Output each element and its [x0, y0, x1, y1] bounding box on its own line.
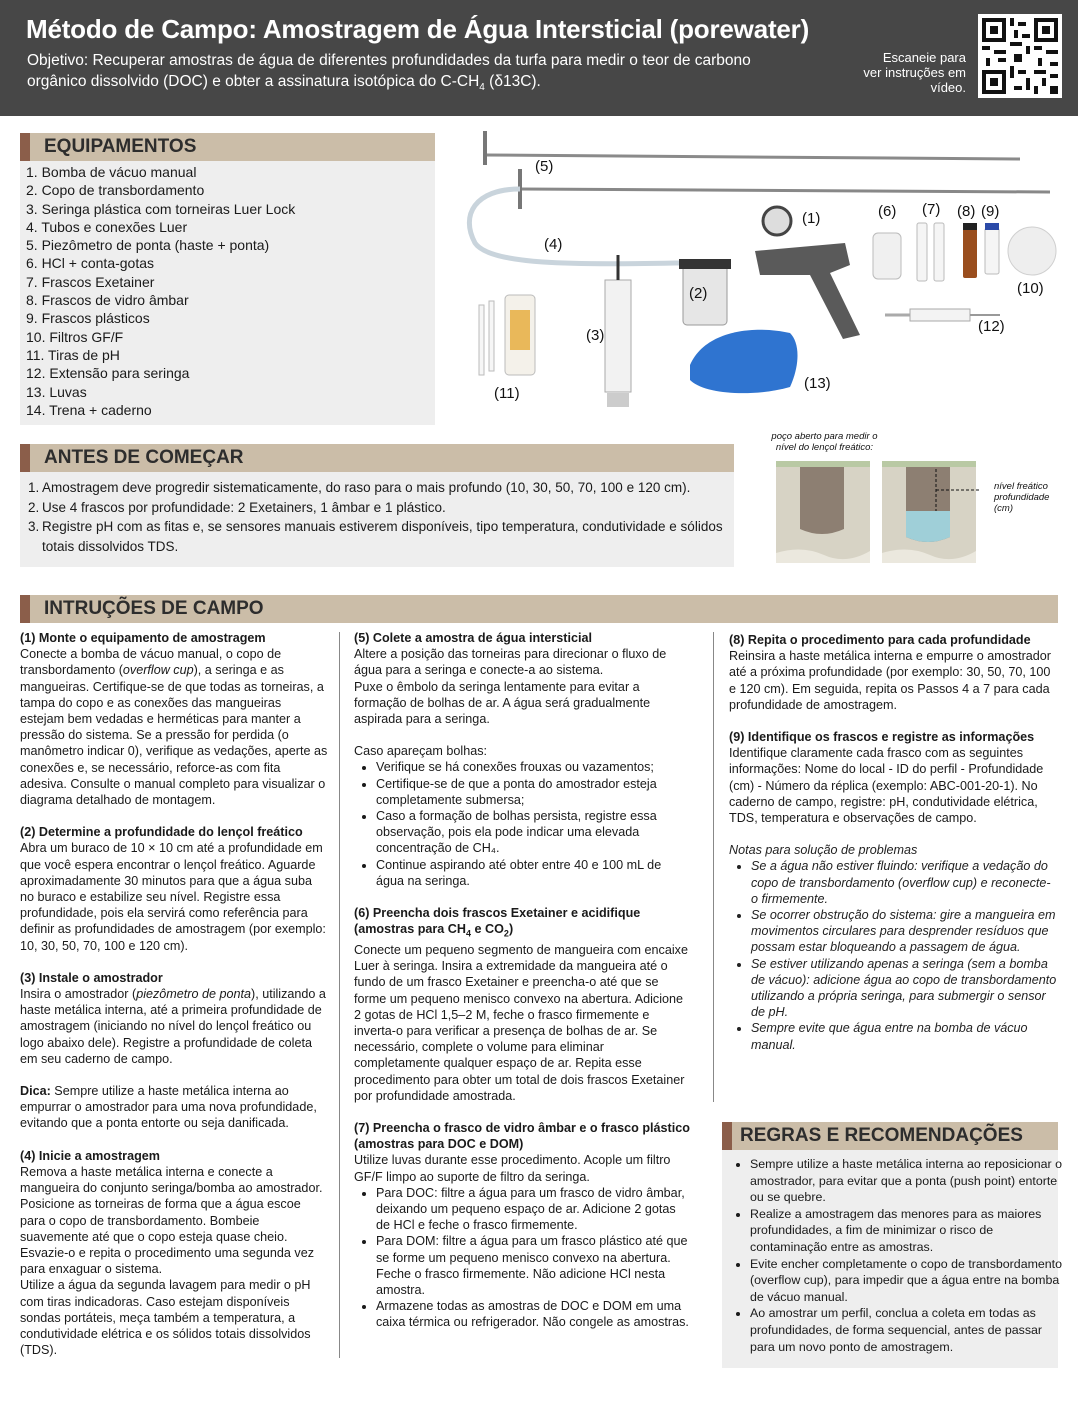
photo-label: (13) — [804, 375, 831, 392]
list-item: • Ao amostrar um perfil, conclua a coleta em todas as profundidades, de forma sequencial, antes de passar para um novo ponto de amostragem. — [750, 1305, 1066, 1355]
step-6-text: Conecte um pequeno segmento de mangueira com encaixe Luer à seringa. Insira a extremidade da mangueira até o fundo de um frasco Exetainer e preencha-o até que se forme um pequeno menisco convexo na abertura. Adicione 2 gotas de HCl 1,5–2 M, feche o frasco firmemente e inverta-o para verificar a presença de bolhas de ar. Se necessário, complete o volume para eliminar completamente qualquer espaço de ar. Repita esse procedimento para obter um total de dois frascos Exetainer por profundidade amostrada. — [354, 942, 688, 1103]
list-item — [28, 478, 728, 498]
step-3-emphasis: piezômetro de ponta — [136, 987, 252, 1002]
list-item: • Se estiver utilizando apenas a seringa (sem a bomba de vácuo): adicione água ao copo de transbordamento utilizando a própria seringa, para submergir o sensor de pH. — [751, 956, 1057, 1021]
photo-label: (3) — [586, 327, 605, 344]
step-4-text: Remova a haste metálica interna e conecte a mangueira do conjunto seringa/bomba ao amostrador. Posicione as torneiras de forma que a água escoe para o copo de transbordamento. Bombeie suavemente até que o copo esteja quase cheio. Esvazie-o e repita o procedimento uma segunda vez para enxaguar o sistema. — [20, 1164, 323, 1277]
list-number: 1. — [28, 480, 40, 495]
instructions-section-header — [20, 595, 1058, 623]
step-6-subscript-2: 2 — [503, 928, 509, 939]
equipment-section-header — [20, 133, 435, 161]
objective-part-a: Objetivo: Recuperar amostras de água de diferentes profundidades da turfa para medir o teor de carbono orgânico dissolvido (DOC) e obter a assinatura isotópica do C-CH — [27, 52, 751, 90]
step-4-title: (4) Inicie a amostragem — [20, 1148, 160, 1163]
spacer — [20, 1132, 328, 1148]
list-item: 1. Bomba de vácuo manual — [26, 164, 197, 180]
step-1-text — [20, 646, 328, 808]
photo-label: (12) — [978, 318, 1005, 335]
spacer — [20, 1067, 328, 1083]
before-list — [28, 478, 728, 556]
step-4-text-2: Utilize a água da segunda lavagem para medir o pH com tiras indicadoras. Caso estejam disponíveis sondas portáteis, meça também a temperatura, a condutividade elétrica e os sólidos totais dissolvidos (TDS). — [20, 1278, 311, 1358]
list-item: • Se ocorrer obstrução do sistema: gire a mangueira em movimentos circulares para desprender resíduos que possam estar bloqueando a passagem de água. — [751, 907, 1057, 956]
list-item: 7. Frascos Exetainer — [26, 273, 155, 290]
column-divider — [339, 632, 340, 1358]
moss-surface-2 — [882, 461, 976, 467]
list-item: • Sempre evite que água entre na bomba de vácuo manual. — [751, 1020, 1057, 1052]
spacer — [354, 889, 690, 905]
step-7-list — [354, 1185, 690, 1331]
moss-surface — [776, 461, 870, 467]
list-item: • Continue aspirando até obter entre 40 e 100 mL de água na seringa. — [376, 857, 690, 889]
step-1-text-a: Conecte a bomba de vácuo manual, o copo de transbordamento ( — [20, 647, 282, 678]
push-point-rod — [485, 155, 1020, 159]
qr-code-icon[interactable] — [978, 14, 1062, 98]
list-text: Use 4 frascos por profundidade: 2 Exetainers, 1 âmbar e 1 plástico. — [42, 499, 446, 515]
list-item: 13. Luvas — [26, 383, 87, 400]
spacer — [729, 713, 1057, 729]
tip-label: Dica: — [20, 1084, 51, 1099]
gf-filter — [1008, 227, 1056, 275]
step-5-text: Altere a posição das torneiras para direcionar o fluxo de água para a seringa e conecte-a ao sistema. — [354, 647, 667, 678]
before-heading: ANTES DE COMEÇAR — [44, 447, 244, 468]
list-item: 2. Copo de transbordamento — [26, 182, 205, 199]
syringe-plunger — [607, 393, 629, 407]
instructions-column-1 — [20, 630, 328, 1358]
step-9-title: (9) Identifique os frascos e registre as informações — [729, 730, 1035, 745]
list-item: • Se a água não estiver fluindo: verifique a vedação do copo de transbordamento (overflow cup) e reconecte-o firmemente. — [751, 858, 1057, 907]
list-item: • Certifique-se de que a ponta do amostrador esteja completamente submersa; — [376, 776, 690, 808]
step-6-title-b: e CO — [471, 922, 504, 937]
list-item: 6. HCl + conta-gotas — [26, 255, 155, 272]
rules-section-header — [722, 1122, 1058, 1150]
step-5-title: (5) Colete a amostra de água intersticial — [354, 631, 592, 645]
open-hole — [800, 467, 844, 534]
photo-label: (4) — [544, 236, 563, 253]
equipment-heading: EQUIPAMENTOS — [44, 136, 197, 157]
bubbles-list — [354, 759, 690, 889]
list-item — [28, 498, 728, 518]
qr-caption: Escaneie para ver instruções em vídeo. — [863, 50, 966, 95]
pressure-gauge — [763, 207, 791, 235]
list-item: • Caso a formação de bolhas persista, registre essa observação, pois ela pode indicar uma elevada concentração de CH₄. — [376, 808, 690, 857]
header-banner — [0, 0, 1078, 116]
step-8-text: Reinsira a haste metálica interna e empurre o amostrador até a próxima profundidade (por exemplo: 30, 50, 70, 100 e 120 cm). Em seguida, repita os Passos 4 a 7 para cada profundidade de amostragem. — [729, 649, 1051, 712]
diagram-caption: poço aberto para medir o nível do lençol freático: — [771, 431, 878, 453]
tip-body: Sempre utilize a haste metálica interna ao empurrar o amostrador para uma nova profundidade, evitando que a ponta entorte ou seja danificada. — [20, 1084, 317, 1131]
syringe-extension — [910, 309, 970, 321]
step-7-title: (7) Preencha o frasco de vidro âmbar e o frasco plástico (amostras para DOC e DOM) — [354, 1121, 690, 1152]
tip-text — [20, 1083, 328, 1132]
instructions-column-3 — [729, 632, 1057, 1053]
section-accent-bar — [20, 444, 30, 472]
overflow-cup-lid — [679, 259, 731, 269]
step-1-text-b: ), a seringa e as mangueiras. Certifique-se de que todas as torneiras, a tampa do copo e as conexões das mangueiras estejam bem vedadas e herméticas para manter a pressão do sistema. Se a pressão for perdida (o manômetro indicar 0), verifique as vedações, aperte as conexões e, se necessário, reforce-as com fita adesiva. Consulte o manual completo para visualizar o diagrama detalhado de montagem. — [20, 663, 328, 808]
objective-text — [27, 50, 797, 98]
step-5-text-2: Puxe o êmbolo da seringa lentamente para evitar a formação de bolhas de ar. A água será gradualmente aspirada para a seringa. — [354, 679, 651, 727]
plastic-vial-cap — [985, 223, 999, 230]
list-item: • Para DOC: filtre a água para um frasco de vidro âmbar, deixando um pequeno espaço de ar. Adicione 2 gotas de HCl e feche o frasco firmemente. — [376, 1185, 690, 1234]
photo-label: (10) — [1017, 280, 1044, 297]
water-in-hole — [906, 511, 950, 542]
list-item: 10. Filtros GF/F — [26, 328, 124, 345]
syringe-barrel — [605, 280, 631, 392]
rules-list — [734, 1156, 1066, 1355]
list-item: • Realize a amostragem das menores para as maiores profundidades, a fim de minimizar o risco de contaminação entre as amostras. — [750, 1206, 1066, 1256]
step-3-text — [20, 986, 328, 1067]
before-section-header — [20, 444, 734, 472]
instructions-column-2 — [354, 630, 690, 1331]
amber-vial-cap — [963, 223, 977, 230]
notes-list — [729, 858, 1057, 1052]
ph-color-chart — [510, 310, 530, 350]
list-item — [28, 517, 728, 556]
step-2-title: (2) Determine a profundidade do lençol freático — [20, 825, 303, 840]
water-table-diagram — [772, 457, 980, 567]
list-item: • Armazene todas as amostras de DOC e DOM em uma caixa térmica ou refrigerador. Não congele as amostras. — [376, 1298, 690, 1330]
list-item: 14. Trena + caderno — [26, 401, 152, 418]
step-3-title: (3) Instale o amostrador — [20, 970, 163, 985]
objective-part-b: (δ13C). — [484, 73, 541, 90]
list-item: • Para DOM: filtre a água para um frasco plástico até que se forme um pequeno menisco convexo na abertura. Feche o frasco firmemente. Não adicione HCl nesta amostra. — [376, 1233, 690, 1298]
list-item: 8. Frascos de vidro âmbar — [26, 292, 189, 309]
photo-label: (1) — [802, 210, 821, 227]
section-accent-bar — [20, 595, 30, 623]
list-item: • Verifique se há conexões frouxas ou vazamentos; — [376, 759, 690, 775]
vacuum-pump — [755, 243, 860, 339]
list-item: • Evite encher completamente o copo de transbordamento (overflow cup), para impedir que a água entre na bomba de vácuo manual. — [750, 1256, 1066, 1306]
step-3-text-a: Insira o amostrador ( — [20, 987, 137, 1002]
step-7-text: Utilize luvas durante esse procedimento. Acople um filtro GF/F limpo ao suporte de filtro da seringa. — [354, 1153, 671, 1184]
photo-label: (8) — [957, 203, 976, 220]
tubing — [469, 189, 715, 264]
list-text: Registre pH com as fitas e, se sensores manuais estiverem disponíveis, tipo temperatura, condutividade e sólidos totais dissolvidos TDS. — [42, 519, 723, 554]
spacer — [354, 1104, 690, 1120]
exetainer-vial — [917, 223, 927, 281]
spacer — [20, 954, 328, 970]
photo-label: (6) — [878, 203, 897, 220]
step-6-title-a: (6) Preencha dois frascos Exetainer e acidifique (amostras para CH — [354, 906, 641, 937]
section-accent-bar — [722, 1122, 732, 1150]
step-6-title — [354, 905, 690, 942]
step-8-title: (8) Repita o procedimento para cada profundidade — [729, 633, 1031, 647]
photo-label: (7) — [922, 201, 941, 218]
page-title: Método de Campo: Amostragem de Água Intersticial (porewater) — [26, 14, 810, 44]
spacer — [20, 808, 328, 824]
objective-subscript: 4 — [479, 82, 485, 94]
step-2-text: Abra um buraco de 10 × 10 cm até a profundidade em que você espera encontrar o lençol freático. Aguarde aproximadamente 30 minutos para que a água suba no buraco e estabilize seu nível. Registre essa profundidade, pois ela servirá como referência para definir as profundidades de amostragem (por exemplo: 10, 30, 50, 70, 100 e 120 cm). — [20, 841, 326, 953]
push-point-tip-rod — [520, 189, 1050, 192]
column-divider-2 — [713, 632, 714, 1102]
exetainer-vial-2 — [934, 223, 944, 281]
list-item: 5. Piezômetro de ponta (haste + ponta) — [26, 237, 270, 254]
ph-strip-2 — [489, 301, 494, 371]
list-item: 3. Seringa plástica com torneiras Luer Lock — [26, 200, 296, 217]
step-1-title: (1) Monte o equipamento de amostragem — [20, 631, 266, 645]
photo-label: (11) — [494, 385, 520, 402]
plastic-vial — [985, 228, 999, 274]
spacer — [354, 727, 690, 743]
list-number: 3. — [28, 519, 40, 534]
equipment-list — [26, 163, 295, 419]
hcl-bottle — [873, 233, 901, 279]
notes-title: Notas para solução de problemas — [729, 843, 918, 858]
list-number: 2. — [28, 499, 40, 515]
bubbles-intro: Caso apareçam bolhas: — [354, 744, 488, 759]
section-accent-bar — [20, 133, 30, 161]
list-item: 11. Tiras de pH — [26, 346, 120, 363]
list-item: 12. Extensão para seringa — [26, 365, 190, 382]
list-item: • Sempre utilize a haste metálica interna ao reposicionar o amostrador, para evitar que a ponta (push point) entorte ou se quebre. — [750, 1156, 1066, 1206]
step-1-emphasis: overflow cup — [122, 663, 194, 678]
step-6-title-c: ) — [508, 922, 514, 937]
spacer — [729, 826, 1057, 842]
photo-label: (2) — [689, 285, 708, 302]
glove-icon — [690, 330, 798, 393]
step-6-subscript: 4 — [466, 928, 472, 939]
list-text: Amostragem deve progredir sistematicamente, do raso para o mais profundo (10, 30, 50, 70, 100 e 120 cm). — [42, 480, 691, 495]
amber-vial — [963, 228, 977, 278]
photo-label: (9) — [981, 203, 1000, 220]
instructions-heading: INTRUÇÕES DE CAMPO — [44, 598, 264, 619]
step-9-text: Identifique claramente cada frasco com as seguintes informações: Nome do local - ID do perfil - Profundidade (cm) - Número da réplica (exemplo: ABC-001-20-1). No caderno de campo, registre: pH, condutividade elétrica, TDS, temperatura e observações de campo. — [729, 746, 1044, 826]
list-item: 4. Tubos e conexões Luer — [26, 218, 188, 235]
photo-label: (5) — [535, 158, 554, 175]
diagram-label: nível freático profundidade (cm) — [994, 481, 1050, 514]
rules-heading: REGRAS E RECOMENDAÇÕES — [740, 1125, 1023, 1146]
step-3-text-b: ), utilizando a haste metálica interna, até a primeira profundidade de amostragem (iniciando no nível do lençol freático ou logo abaixo dele). Registre a profundidade de coleta em seu caderno de campo. — [20, 987, 326, 1066]
ph-strip — [479, 305, 484, 375]
list-item: 9. Frascos plásticos — [26, 310, 150, 327]
